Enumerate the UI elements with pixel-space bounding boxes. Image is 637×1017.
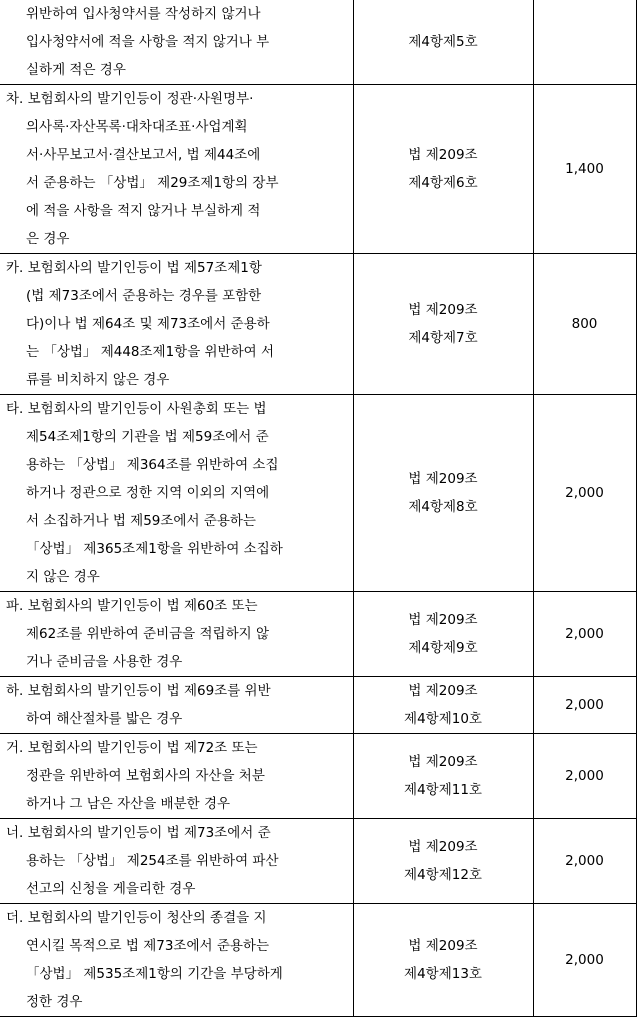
violation-description-line: 하거나 정관으로 정한 지역 이외의 지역에 <box>26 485 270 501</box>
violation-description-line: 카. 보험회사의 발기인등이 법 제57조제1항 <box>6 260 262 276</box>
table-row <box>0 734 636 819</box>
violation-description-line: 하여 해산절차를 밟은 경우 <box>26 711 183 727</box>
violation-description-cell <box>0 395 353 592</box>
violation-description-line: 거나 준비금을 사용한 경우 <box>26 654 183 670</box>
violation-description-line: 입사청약서에 적을 사항을 적지 않거나 부 <box>26 34 270 50</box>
violation-description-cell <box>0 592 353 677</box>
violation-description-line: 더. 보험회사의 발기인등이 청산의 종결을 지 <box>6 910 267 926</box>
legal-provision-cell <box>353 819 533 904</box>
legal-provision-line: 법 제209조 <box>408 683 478 699</box>
violation-description-line: 연시킬 목적으로 법 제73조에서 준용하는 <box>26 938 269 954</box>
violation-description-line: 선고의 신청을 게을리한 경우 <box>26 881 196 897</box>
violation-description-line: 제54조제1항의 기관을 법 제59조에서 준 <box>26 429 269 445</box>
legal-provision-line: 법 제209조 <box>408 754 478 770</box>
legal-provision-cell <box>353 904 533 1017</box>
legal-provision-line: 법 제209조 <box>408 938 478 954</box>
legal-provision-line: 제4항제10호 <box>404 711 482 727</box>
violation-description-line: 용하는 「상법」 제254조를 위반하여 파산 <box>26 853 279 869</box>
violation-description-line: 실하게 적은 경우 <box>26 62 126 78</box>
violation-description-line: 위반하여 입사청약서를 작성하지 않거나 <box>26 6 261 22</box>
violation-description-line: 정한 경우 <box>26 994 83 1010</box>
violation-description-cell <box>0 254 353 395</box>
legal-provision-line: 법 제209조 <box>408 147 478 163</box>
violation-description-line: 하거나 그 남은 자산을 배분한 경우 <box>26 796 231 812</box>
legal-provision-line: 법 제209조 <box>408 839 478 855</box>
violation-description-line: 정관을 위반하여 보험회사의 자산을 처분 <box>26 768 265 784</box>
legal-provision-line: 제4항제5호 <box>408 34 478 50</box>
legal-provision-line: 제4항제7호 <box>408 330 478 346</box>
violation-description-line: 「상법」 제365조제1항을 위반하여 소집하 <box>26 541 283 557</box>
violation-description-line: 파. 보험회사의 발기인등이 법 제60조 또는 <box>6 598 258 614</box>
violation-description-line: 제62조를 위반하여 준비금을 적립하지 않 <box>26 626 269 642</box>
fine-amount: 1,400 <box>565 161 604 177</box>
legal-provision-line: 제4항제11호 <box>404 782 482 798</box>
violation-description-line: 는 「상법」 제448조제1항을 위반하여 서 <box>26 344 275 360</box>
fine-amount: 800 <box>571 316 598 332</box>
table-row <box>0 819 636 904</box>
legal-provision-cell <box>353 592 533 677</box>
violation-description-line: 하. 보험회사의 발기인등이 법 제69조를 위반 <box>6 683 271 699</box>
legal-provision-line: 제4항제12호 <box>404 867 482 883</box>
legal-provision-cell <box>353 0 533 85</box>
violation-description-line: 「상법」 제535조제1항의 기간을 부당하게 <box>26 966 283 982</box>
violation-description-cell <box>0 0 353 85</box>
table-row <box>0 904 636 1017</box>
violation-description-line: 차. 보험회사의 발기인등이 정관·사원명부· <box>6 91 254 107</box>
violation-description-line: 의사록·자산목록·대차대조표·사업계획 <box>26 119 248 135</box>
violation-description-line: 다)이나 법 제64조 및 제73조에서 준용하 <box>26 316 270 332</box>
fine-amount-cell <box>533 0 636 85</box>
legal-provision-line: 법 제209조 <box>408 612 478 628</box>
fine-amount-cell <box>533 734 636 819</box>
fine-amount-cell <box>533 592 636 677</box>
violation-description-line: 은 경우 <box>26 231 70 247</box>
fine-amount: 2,000 <box>565 952 604 968</box>
fine-amount-cell <box>533 904 636 1017</box>
violation-description-line: 서 소집하거나 법 제59조에서 준용하는 <box>26 513 256 529</box>
legal-provision-line: 제4항제9호 <box>408 640 478 656</box>
violation-description-cell <box>0 734 353 819</box>
violation-description-line: 너. 보험회사의 발기인등이 법 제73조에서 준 <box>6 825 271 841</box>
legal-provision-line: 제4항제13호 <box>404 966 482 982</box>
violation-description-cell <box>0 85 353 254</box>
table-row <box>0 592 636 677</box>
violation-description-line: 지 않은 경우 <box>26 569 100 585</box>
fine-amount: 2,000 <box>565 697 604 713</box>
violation-description-line: 서 준용하는 「상법」 제29조제1항의 장부 <box>26 175 279 191</box>
violation-description-line: 거. 보험회사의 발기인등이 법 제72조 또는 <box>6 740 258 756</box>
fine-amount: 2,000 <box>565 626 604 642</box>
fine-amount: 2,000 <box>565 853 604 869</box>
legal-provision-cell <box>353 85 533 254</box>
violation-description-line: 류를 비치하지 않은 경우 <box>26 372 170 388</box>
legal-provision-cell <box>353 395 533 592</box>
violation-description-cell <box>0 677 353 734</box>
fine-amount: 2,000 <box>565 768 604 784</box>
fine-amount-cell <box>533 395 636 592</box>
violation-description-line: 에 적을 사항을 적지 않거나 부실하게 적 <box>26 203 261 219</box>
table-row <box>0 0 636 85</box>
fine-amount-cell <box>533 819 636 904</box>
legal-provision-line: 법 제209조 <box>408 471 478 487</box>
fine-amount-cell <box>533 677 636 734</box>
legal-provision-cell <box>353 734 533 819</box>
violation-description-cell <box>0 904 353 1017</box>
legal-provision-line: 제4항제8호 <box>408 499 478 515</box>
violation-description-line: 타. 보험회사의 발기인등이 사원총회 또는 법 <box>6 401 267 417</box>
table-row <box>0 254 636 395</box>
violation-description-line: 서·사무보고서·결산보고서, 법 제44조에 <box>26 147 261 163</box>
fine-amount: 2,000 <box>565 485 604 501</box>
violation-description-line: (법 제73조에서 준용하는 경우를 포함한 <box>26 288 262 304</box>
table-row <box>0 395 636 592</box>
violation-description-cell <box>0 819 353 904</box>
table-row <box>0 677 636 734</box>
table-row <box>0 85 636 254</box>
fine-amount-cell <box>533 254 636 395</box>
legal-provision-cell <box>353 677 533 734</box>
legal-provision-line: 제4항제6호 <box>408 175 478 191</box>
legal-provision-line: 법 제209조 <box>408 302 478 318</box>
legal-provision-cell <box>353 254 533 395</box>
violation-description-line: 용하는 「상법」 제364조를 위반하여 소집 <box>26 457 279 473</box>
fine-amount-cell <box>533 85 636 254</box>
